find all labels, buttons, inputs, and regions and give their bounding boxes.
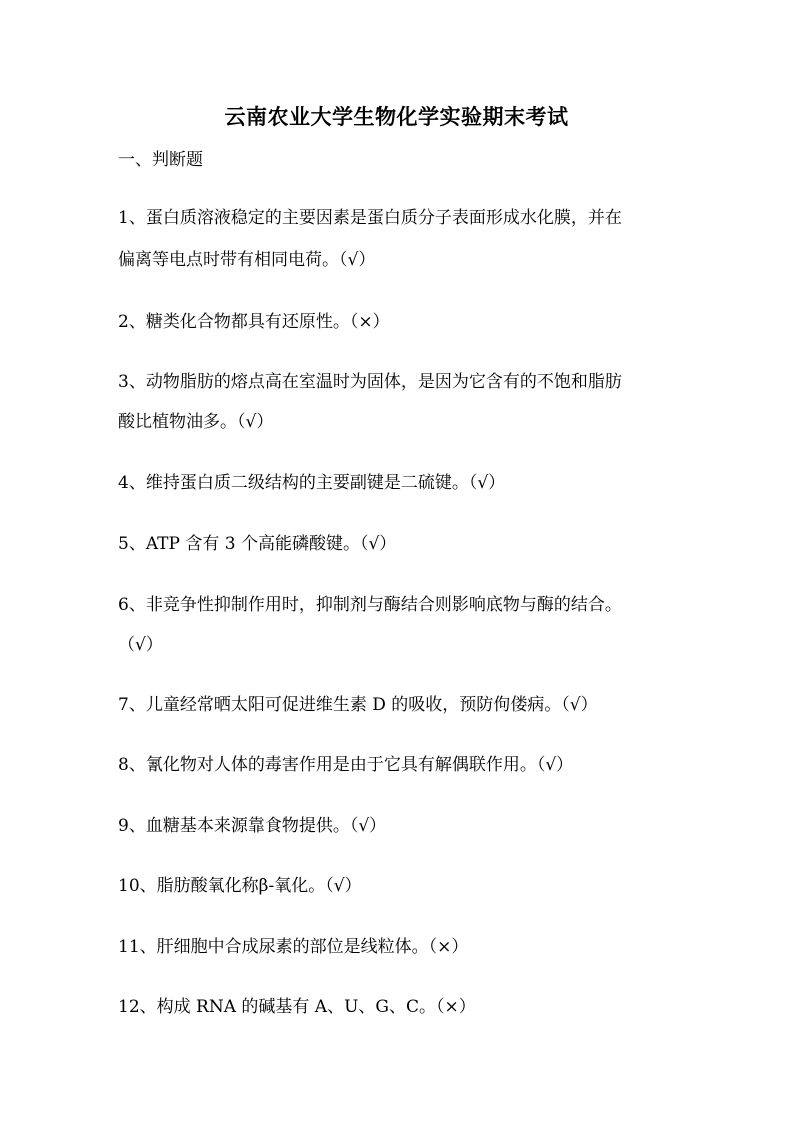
question-7: 7、儿童经常晒太阳可促进维生素 D 的吸收，预防佝偻病。（√） — [118, 695, 598, 715]
question-3-line-1: 3、动物脂肪的熔点高在室温时为固体，是因为它含有的不饱和脂肪 — [118, 372, 622, 392]
question-1-line-1: 1、蛋白质溶液稳定的主要因素是蛋白质分子表面形成水化膜，并在 — [118, 208, 622, 228]
question-10: 10、脂肪酸氧化称β-氧化。（√） — [118, 876, 362, 896]
document-title: 云南农业大学生物化学实验期末考试 — [224, 104, 569, 129]
question-12: 12、构成 RNA 的碱基有 A、U、G、C。（×） — [118, 997, 476, 1017]
question-3-line-2: 酸比植物油多。（√） — [118, 412, 274, 432]
section-heading: 一、判断题 — [118, 150, 203, 170]
question-8: 8、氰化物对人体的毒害作用是由于它具有解偶联作用。（√） — [118, 755, 574, 775]
question-11: 11、肝细胞中合成尿素的部位是线粒体。（×） — [118, 937, 469, 957]
question-2: 2、糖类化合物都具有还原性。（×） — [118, 312, 390, 332]
question-5: 5、ATP 含有 3 个高能磷酸键。（√） — [118, 534, 397, 554]
question-6-line-1: 6、非竞争性抑制作用时，抑制剂与酶结合则影响底物与酶的结合。 — [118, 595, 622, 615]
question-1-line-2: 偏离等电点时带有相同电荷。（√） — [118, 250, 376, 270]
question-4: 4、维持蛋白质二级结构的主要副键是二硫键。（√） — [118, 473, 506, 493]
question-9: 9、血糖基本来源靠食物提供。（√） — [118, 816, 387, 836]
question-6-line-2: （√） — [118, 635, 163, 655]
